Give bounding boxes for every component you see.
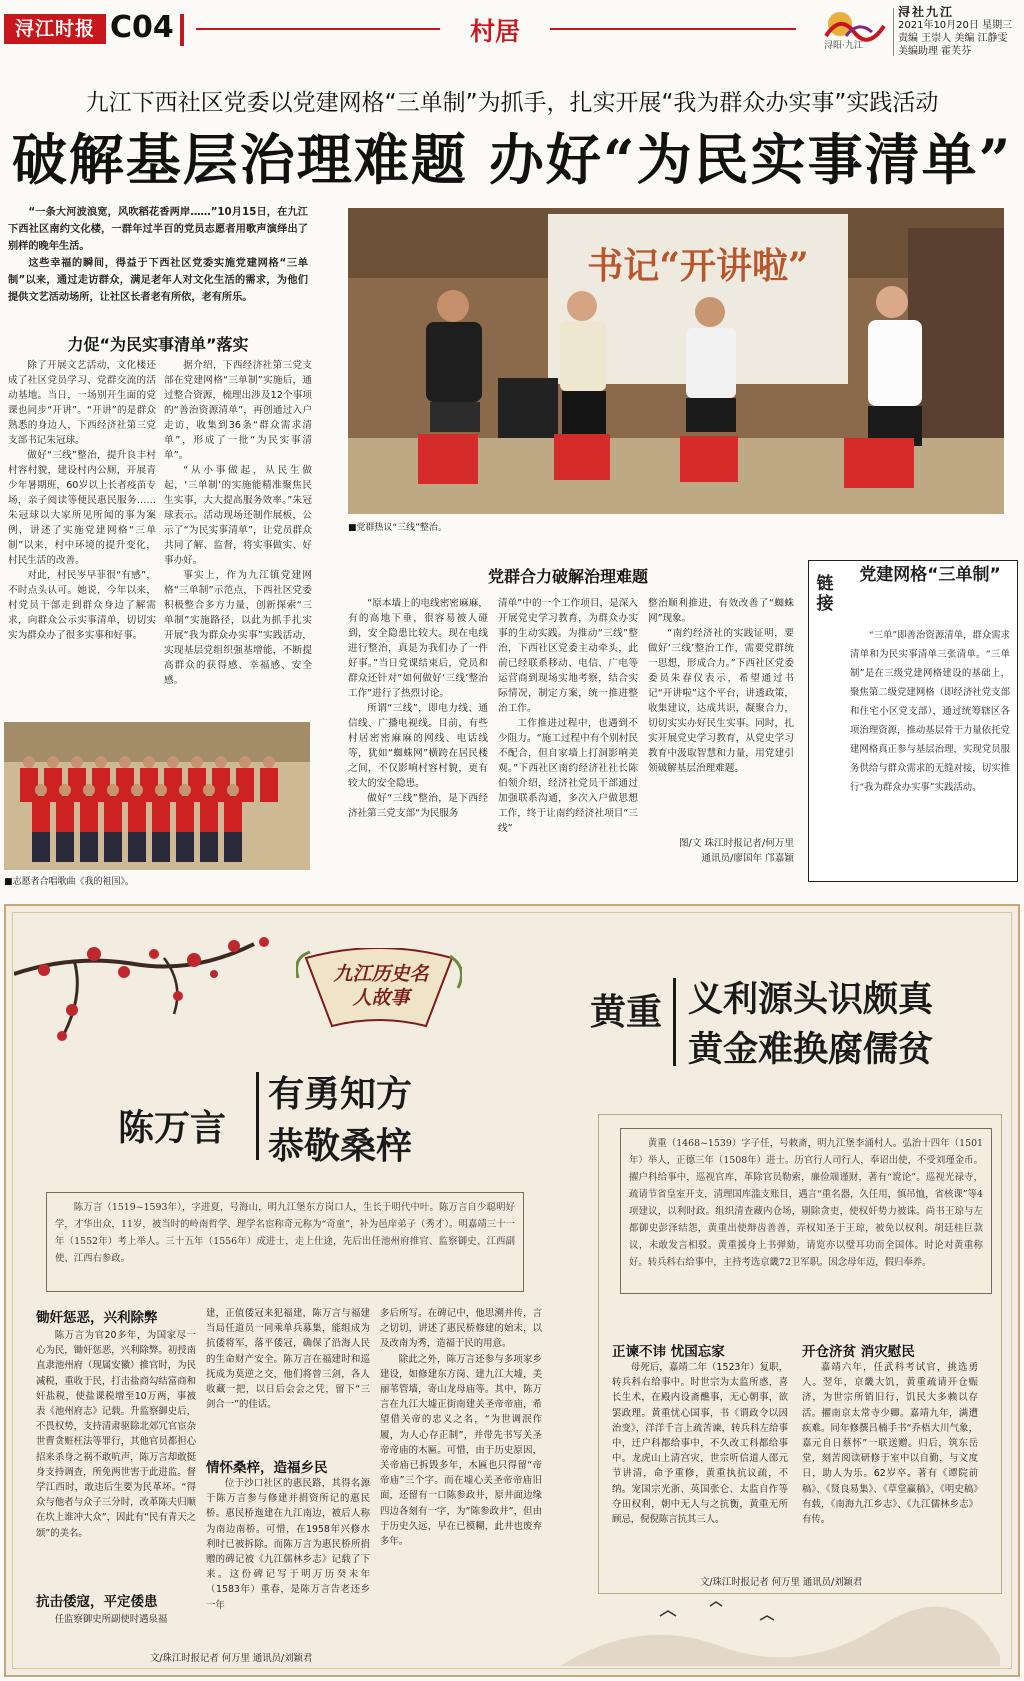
byline [648, 836, 794, 866]
paragraph: 多后所写。在碑记中，他思溯并传，言之切切，讲述了惠民桥修建的始末，以及改南为秀，造福于民的用意。 [380, 1308, 542, 1350]
photo-caption: ■志愿者合唱歌曲《我的祖国》。 [4, 877, 135, 887]
text-column [380, 1306, 542, 1549]
paragraph: “从小事做起，从民生做起，‘三单制’的实施能精准聚焦民生实事，大大提高服务效率。”朱冠球表示。活动现场还制作展板，公示了“为民实事清单”，让党员群众共同了解、监督，将实事做实、好事办好。 [164, 465, 312, 566]
paragraph: 整治顺利推进，有效改善了“蜘蛛网”现象。 [648, 598, 794, 624]
paragraph: “南约经济社的实践证明，要做好‘三线’整治工作，需要党群统一思想，形成合力。”下西社区党委委员朱春仪表示，希望通过书记“开讲啦”这个平台，讲透政策，收集建议，达成共识，凝聚合力，切切实实办好民生实事。同时，扎实开展党史学习教育，从党史学习教育中汲取智慧和力量，用党建引领破解基层治理难题。 [648, 628, 794, 774]
brand-name: 浔社九江 [898, 5, 955, 19]
text-column [802, 1360, 978, 1527]
paragraph: 位于沙口社区的惠民路，其得名源于陈万言参与修建并捐资所记的惠民桥。惠民桥迤建在九江南边，被后人称为南边南桥。可惜，在1958年兴修水利时已被拆除。而陈万言为惠民桥所捐赠的碑记被《九江儒林乡志》记载了下来。这份碑记写于明万历癸未年（1583年）重春，是陈万言告老还乡一年 [206, 1478, 370, 1611]
text-column [36, 1328, 196, 1541]
text-column [8, 358, 156, 643]
headline-line: 恭敬桑梓 [268, 1125, 413, 1167]
text-column [612, 1360, 788, 1527]
series-title: 九江历史名人故事 [333, 963, 429, 1009]
paragraph: 所谓“三线”，即电力线、通信线、广播电视线。目前，有些村居密密麻麻的网线、电话线等，犹如“蜘蛛网”横跨在居民楼之间，不仅影响村容村貌，更有较大的安全隐患。 [348, 703, 488, 789]
paragraph: “三单”即善治资源清单，群众需求清单和为民实事清单三张清单。“三单制”是在三级党建网格建设的基础上，聚焦第二级党建网格（即经济社党支部和住宅小区党支部），通过统筹辖区各项治理资源，推动基层骨干力量依托党建网格真正参与基层治理，实现党员服务供给与群众需求的无缝对接，切实推行“我为群众办实事”实践活动。 [850, 630, 1010, 793]
figure-name: 陈万言 [118, 1107, 227, 1149]
corner-brand-logo [818, 8, 892, 52]
paragraph: 除此之外，陈万言还参与多项家乡建设，如修建东方岗、建九江大墟，美丽苇管墙，寄山龙母庙等。其中，陈万言在九江大墟正街南建关圣帝帝庙，希望借关帝的忠义之名，“为世调泯作履，为人心存正制”，并带先书写关圣帝帝庙的木匾。可惜，由于历史原因，关帝庙已拆毁多年，木匾也只得留“帝帝庙”三个字。而在墟心关圣帝帝庙旧面，还留有一口陈参政井，原井面边缘四边各刻有一字，为“陈参政井”，但由于历史久远，早在已模糊，此井也废弃多年。 [380, 1353, 542, 1548]
paragraph: 陈万言（1519~1593年），字进夏，号海山，明九江堡东方岗口人，生长于明代中叶。陈万言自少聪明好学，才华出众，11岁，被当时的岭南哲学、理学名宦称奇元称为“奇童”，补为邑庠弟子（秀才）。明嘉靖三十一年（1552年）考上举人。三十五年（1556年）成进士，走上仕途，先后出任池州府推官、监察御史、江西副使、江西右参政。 [55, 1202, 515, 1264]
subheading: 党群合力破解治理难题 [487, 567, 648, 586]
page-number: C04 [110, 10, 174, 45]
figure-name: 黄重 [590, 991, 663, 1033]
subheading: 力促“为民实事清单”落实 [67, 335, 249, 354]
subheading: 锄奸惩恶，兴利除弊 [36, 1310, 158, 1326]
mountain-birds-decoration [560, 1596, 1000, 1666]
headline-line: 义利源头识颇真 [688, 979, 934, 1020]
issue-info [898, 6, 1012, 58]
subheading: 情怀桑梓，造福乡民 [206, 1460, 328, 1476]
text-column [498, 596, 638, 836]
article-lead [8, 204, 308, 306]
text-column [348, 596, 488, 821]
text-column [164, 358, 312, 688]
figure-intro-box [46, 1192, 524, 1292]
paragraph: “原本墙上的电线密密麻麻，有的高地下垂，很容易被人碰到，安全隐患比较大。现在电线进行整治，真是为我们办了一件好事。”当日党课结束后，党员和群众还针对“如何做好‘三线’整治工作”进行了热烈讨论。 [348, 598, 488, 699]
article-kicker: 九江下西社区党委以党建网格“三单制”为抓手，扎实开展“我为群众办实事”实践活动 [85, 90, 939, 116]
paragraph: 做好“三线”整治，是下西经济社第三党支部“为民服务 [348, 793, 488, 819]
link-title: 党建网格“三单制” [859, 565, 1001, 585]
photo-choir [4, 722, 310, 870]
paragraph: 据介绍，下西经济社第三党支部在党建网格“三单制”实施后，通过整合资源，梳理出涉及12个事项的“善治资源清单”，再创通过入户走访，收集到36条“群众需求清单”，形成了一批“为民实事清单”。 [164, 360, 312, 461]
editor-credit: 责编 王崇人 美编 江静雯 [898, 33, 1008, 44]
byline-line: 通讯员/廖国年 邝嘉颖 [701, 853, 794, 864]
link-label: 链接 [816, 574, 834, 614]
headline-divider [256, 1072, 259, 1160]
headline-line: 黄金难换腐儒贫 [688, 1029, 934, 1070]
assistant-credit: 美编助理 霍芙芬 [898, 46, 972, 57]
byline: 文/珠江时报记者 何万里 通讯员/刘颖君 [150, 1653, 313, 1664]
subheading: 抗击倭寇，平定倭患 [36, 1594, 158, 1610]
text-column [206, 1476, 370, 1613]
paragraph: 任监察御史所副使时遇泉福 [54, 1614, 168, 1625]
header-bar [180, 14, 184, 46]
paragraph: 清单”中的一个工作项目，是深入开展党史学习教育，为群众办实事的生动实践。为推动“三线”整治，下西社区党委主动牵头，此前已经联系移动、电信、广电等运营商到现场实地考察，结合实际情况，制定方案，统一推进整治工作。 [498, 598, 638, 714]
photo-party-lecture [348, 208, 1004, 514]
text-column [648, 596, 794, 776]
section-name: 村居 [440, 12, 550, 46]
paragraph: 做好“三线”整治，提升良丰村村容村貌，建设村内公厕，开展青少年暑期班，60岁以上长者疫苗专场，亲子阅读等便民惠民服务……朱冠球以大家所见所闻的事为案例，讲述了实施党建网格“三单制”以来，村中环境的提升变化，村民生活的改善。 [8, 450, 156, 566]
paragraph: 工作推进过程中，也遇到不少阻力。“施工过程中有个别村民不配合，但自家墙上打洞影响美观。”下西社区南约经济社社长陈伯领介绍，经济社党员干部通过加强联系沟通，多次入户做思想工作，终于让南约经济社项目“三线” [498, 718, 638, 834]
brand-logo-sub: 浔阳·九江 [824, 41, 863, 51]
issue-date: 2021年10月20日 星期三 [898, 20, 1013, 31]
subheading: 正谏不讳 忧国忘家 [612, 1344, 725, 1360]
paper-logo: 浔江时报 [4, 14, 106, 44]
paragraph: 对此，村民岑早菲很“有感”，不时点头认可。她说，今年以来，村党员干部走到群众身边了解需求，向群众公示实事清单，切切实实为群众办了很多实事和好事。 [8, 570, 156, 641]
header-divider [893, 8, 894, 56]
link-body [850, 626, 1010, 797]
lead-paragraph: “一条大河波浪宽，风吹稻花香两岸……”10月15日，在九江下西社区南约文化楼，一群年过半百的党员志愿者用歌声演绎出了别样的晚年生活。 [8, 207, 308, 252]
headline-line: 有勇知方 [268, 1073, 413, 1115]
paragraph: 除了开展文艺活动，文化楼还成了社区党员学习、党群交流的活动基地。当日，一场别开生面的党课也同步“开讲”。“开讲”的是群众熟悉的身边人，下西经济社第三党支部书记朱冠球。 [8, 360, 156, 446]
paragraph: 黄重（1468~1539）字子任，号敕斋，明九江堡李涌村人。弘治十四年（1501年）举人，正德三年（1508年）进士。历官行人司行人，奉诏出使，不受刘瑾金币。擢户科给事中，巡视官库，革除官员勒索，廉俭端谨财，著有“谠论”。巡视光禄寺，疏请节省皇室开支，清理国库滥支账目，遇言“重名器，久任用，慎吊恤，省核课”等4项建议，以利时政。组织清查藏内仓场，剔除贪吏，使权奸势力被诛。尚书王琼与左都御史彭泽结怨，黄重出使辩齿善善，弄权知圣于王琼，被免以权利。胡廷桂巨款议，未敢发言相驳。黄重援身上书弹劾，请览亦以璧耳功而全国体。时论对黄重称好。转兵科右给事中，主持考选京畿72卫军职。因念母年迈，假归奉养。 [629, 1138, 983, 1268]
paragraph: 陈万言为官20多年，为国家尽一心为民，锄奸惩恶，兴利除弊。初授南直隶池州府（现属安徽）推官时，为民减税，重收于民，打击盐商勾结富商和奸盐税，使盐课税增至10万两，事被表《池州府志》记载。升监察御史后，不畏权势，支持清肃驱除北郊冗官宦杂世曹贪赃枉法等罪行，其他官员都担心招来杀身之祸不敢吭声，陈万言却敢挺身支持调查，所免两世害于此进监。督学江西时，敢违后生要为民革坏。“得众与他者与众子三分时，改革陈夫归顺在坎上谁冲大众”，因此有“民有青天之颂”的美名。 [36, 1330, 196, 1539]
byline-line: 图/文 珠江时报记者/何万里 [678, 838, 794, 849]
byline: 文/珠江时报记者 何万里 通讯员/刘颖君 [700, 1577, 863, 1588]
paragraph: 嘉靖六年，任武科考试官，挑选勇人。翌年，京畿大饥，黄重疏请开仓赈济，为世宗所销旧行，饥民大多赖以存活。擢南京太常寺少卿。嘉靖九年，满遭疾难。同年修撰吕楠手书“乔梧大川气象，嘉元自日蔡怀”一联送赠。归后，筑东岳堂，刻苦阅读研修于室中以自勤，与文度日，助人为乐。62岁卒。著有《谭院前稿》、《贤良易集》、《草堂赢稿》，《明史稿》有载，《南海九江乡志》、《九江儒林乡志》有传。 [802, 1362, 978, 1526]
plum-blossom-decoration [14, 914, 314, 1064]
headline-divider [673, 978, 676, 1066]
figure-intro-box [620, 1128, 992, 1294]
photo-caption: ■党群热议“三线”整治。 [348, 523, 447, 533]
paragraph: 母死后，嘉靖二年（1523年）复职，转兵科右给事中。时世宗为太监所惑，喜长生术，在殿内设斋醮事，无心朝事，欲罢政理。黄重忧心国事，书《谓政令以因治变》，洋洋千言上疏苦谏，转兵科左给事中，迁户科都给事中，不久改工科都给事中。龙虎山上清宫灾，世宗听信道人邵元节讲清，命予重修，黄重执抗议疏，不纳。宠国宗光浙、英国张仑、太监自作等夺田权利，朝中无人与之抗衡，黄重无所顾忌，倪倪陈言抗其三人。 [612, 1362, 788, 1526]
subheading: 开仓济贫 消灾慰民 [802, 1344, 915, 1360]
text-column [36, 1612, 196, 1627]
screen-text: 书记“开讲啦” [587, 245, 809, 287]
lead-paragraph: 这些幸福的瞬间，得益于下西社区党委实施党建网格“三单制”以来，通过走访群众，满足老年人对文化生活的需求，为他们提供文艺活动场所，让社区长者老有所依，老有所乐。 [8, 258, 308, 303]
paragraph: 建，正值倭冠来犯福建，陈万言与福建当局任道员一同乘单兵募集，能组成为抗倭将军，落平倭冠，确保了沿海人民的生命财产安全。陈万言在福建时和巡抚成为莫逆之交，他们将曾三剑，各人收藏一把，以日后会会之凭，留下“三剑合一”的佳话。 [206, 1308, 370, 1411]
text-column [206, 1306, 370, 1412]
paragraph: 事实上，作为九江镇党建网格“三单制”示范点，下西社区党委积极整合多方力量，创新探索“三单制”实施路径，以此为抓手扎实开展“我为群众办实事”实践活动，实现基层党组织强基增能，不断提高群众的获得感、幸福感、安全感。 [164, 570, 312, 686]
article-headline: 破解基层治理难题 办好“为民实事清单” [11, 127, 1013, 192]
